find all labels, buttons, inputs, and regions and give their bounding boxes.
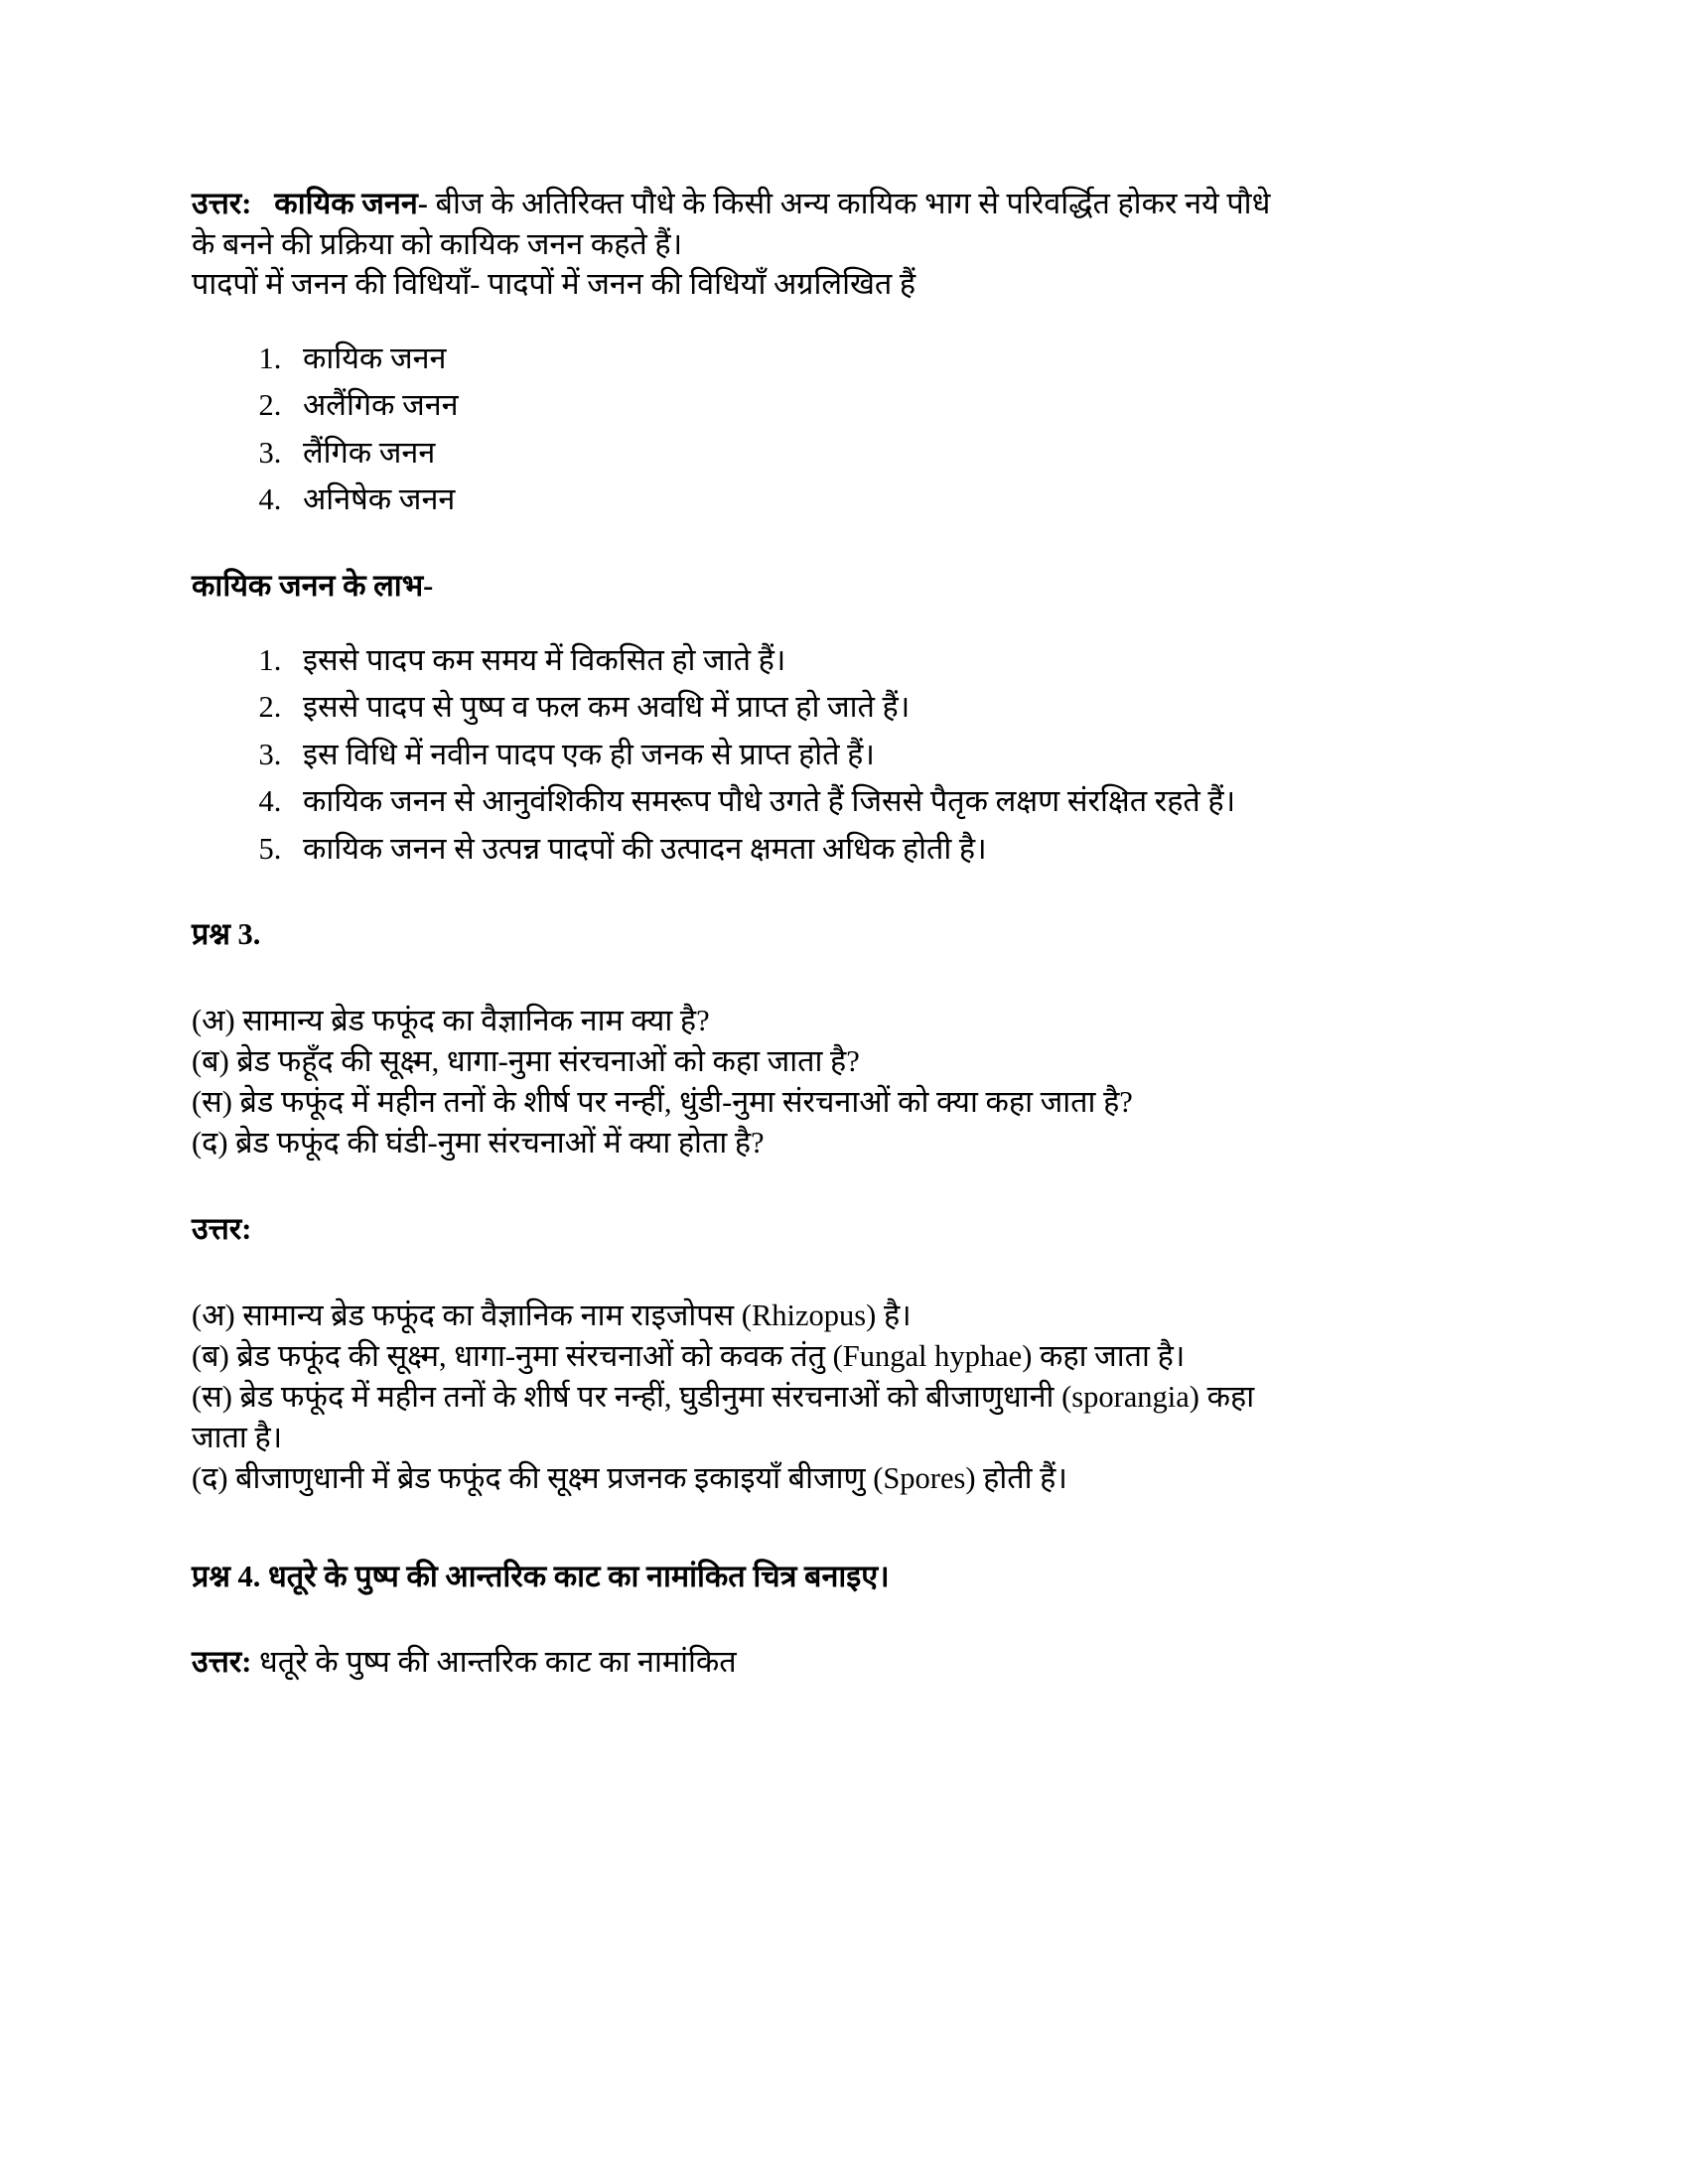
list-item: 4. कायिक जनन से आनुवंशिकीय समरूप पौधे उगते हैं जिससे पैतृक लक्षण संरक्षित रहते हैं।	[289, 781, 1562, 822]
list-item: 2. अलैंगिक जनन	[289, 385, 1562, 426]
answer-3-part-a: (अ) सामान्य ब्रेड फफूंद का वैज्ञानिक नाम राइजोपस (Rhizopus) है।	[192, 1297, 912, 1332]
spacer	[192, 1250, 1562, 1296]
answer-4-text: धतूरे के पुष्प की आन्तरिक काट का नामांकित	[259, 1645, 737, 1680]
question-3-part-d: (द) ब्रेड फफूंद की घंडी-नुमा संरचनाओं में क्या होता है?	[192, 1125, 765, 1160]
answer-3-part-c-continued: जाता है।	[192, 1420, 283, 1454]
list-item: 3. लैंगिक जनन	[289, 433, 1562, 474]
answer-1-label: उत्तर:	[192, 187, 252, 220]
methods-list	[192, 339, 1562, 520]
list-item: 1. कायिक जनन	[289, 339, 1562, 379]
answer-4-paragraph	[192, 1642, 1562, 1683]
benefits-heading: कायिक जनन के लाभ-	[192, 568, 434, 603]
answer-1-methods-line: पादपों में जनन की विधियाँ- पादपों में जनन की विधियाँ अग्रलिखित हैं	[192, 267, 916, 302]
answer-3-part-c: (स) ब्रेड फफूंद में महीन तनों के शीर्ष पर नन्हीं, घुडीनुमा संरचनाओं को बीजाणुधानी (sporangia) कहा	[192, 1379, 1255, 1414]
answer-3-part-d: (द) बीजाणुधानी में ब्रेड फफूंद की सूक्ष्म प्रजनक इकाइयाँ बीजाणु (Spores) होती हैं।	[192, 1460, 1067, 1495]
spacer	[192, 1596, 1562, 1642]
spacer	[192, 607, 1562, 640]
question-3-part-b: (ब) ब्रेड फहूँद की सूक्ष्म, धागा-नुमा संरचनाओं को कहा जाता है?	[192, 1043, 860, 1078]
answer-1-definition-paragraph	[192, 184, 1562, 224]
answer-3-part-b: (ब) ब्रेड फफूंद की सूक्ष्म, धागा-नुमा संरचनाओं को कवक तंतु (Fungal hyphae) कहा जाता है।	[192, 1338, 1186, 1373]
answer-4-label: उत्तर:	[192, 1645, 252, 1680]
list-item: 1. इससे पादप कम समय में विकसित हो जाते हैं।	[289, 640, 1562, 681]
list-item: 5. कायिक जनन से उत्पन्न पादपों की उत्पादन क्षमता अधिक होती है।	[289, 829, 1562, 870]
answer-1-term: कायिक जनन-	[274, 187, 428, 220]
question-3-part-a: (अ) सामान्य ब्रेड फफूंद का वैज्ञानिक नाम क्या है?	[192, 1003, 710, 1037]
list-item: 3. इस विधि में नवीन पादप एक ही जनक से प्राप्त होते हैं।	[289, 735, 1562, 775]
spacer	[192, 520, 1562, 566]
benefits-list	[192, 640, 1562, 870]
spacer	[192, 955, 1562, 1001]
answer-1-definition-line-1: बीज के अतिरिक्त पौधे के किसी अन्य कायिक भाग से परिवर्द्धित होकर नये पौधे	[435, 187, 1271, 220]
question-3-heading: प्रश्न 3.	[192, 917, 261, 952]
document-body	[192, 184, 1562, 1683]
spacer	[192, 1163, 1562, 1209]
spacer	[192, 1499, 1562, 1557]
list-item: 4. अनिषेक जनन	[289, 479, 1562, 520]
question-4-heading: प्रश्न 4. धतूरे के पुष्प की आन्तरिक काट का नामांकित चित्र बनाइए।	[192, 1559, 890, 1593]
question-3-part-c: (स) ब्रेड फफूंद में महीन तनों के शीर्ष पर नन्हीं, धुंडी-नुमा संरचनाओं को क्या कहा जाता है?	[192, 1084, 1133, 1119]
answer-1-definition-line-2: के बनने की प्रक्रिया को कायिक जनन कहते हैं।	[192, 226, 683, 261]
answer-3-label: उत्तर:	[192, 1211, 252, 1246]
list-item: 2. इससे पादप से पुष्प व फल कम अवधि में प्राप्त हो जाते हैं।	[289, 687, 1562, 728]
spacer	[192, 869, 1562, 914]
spacer	[192, 305, 1562, 339]
